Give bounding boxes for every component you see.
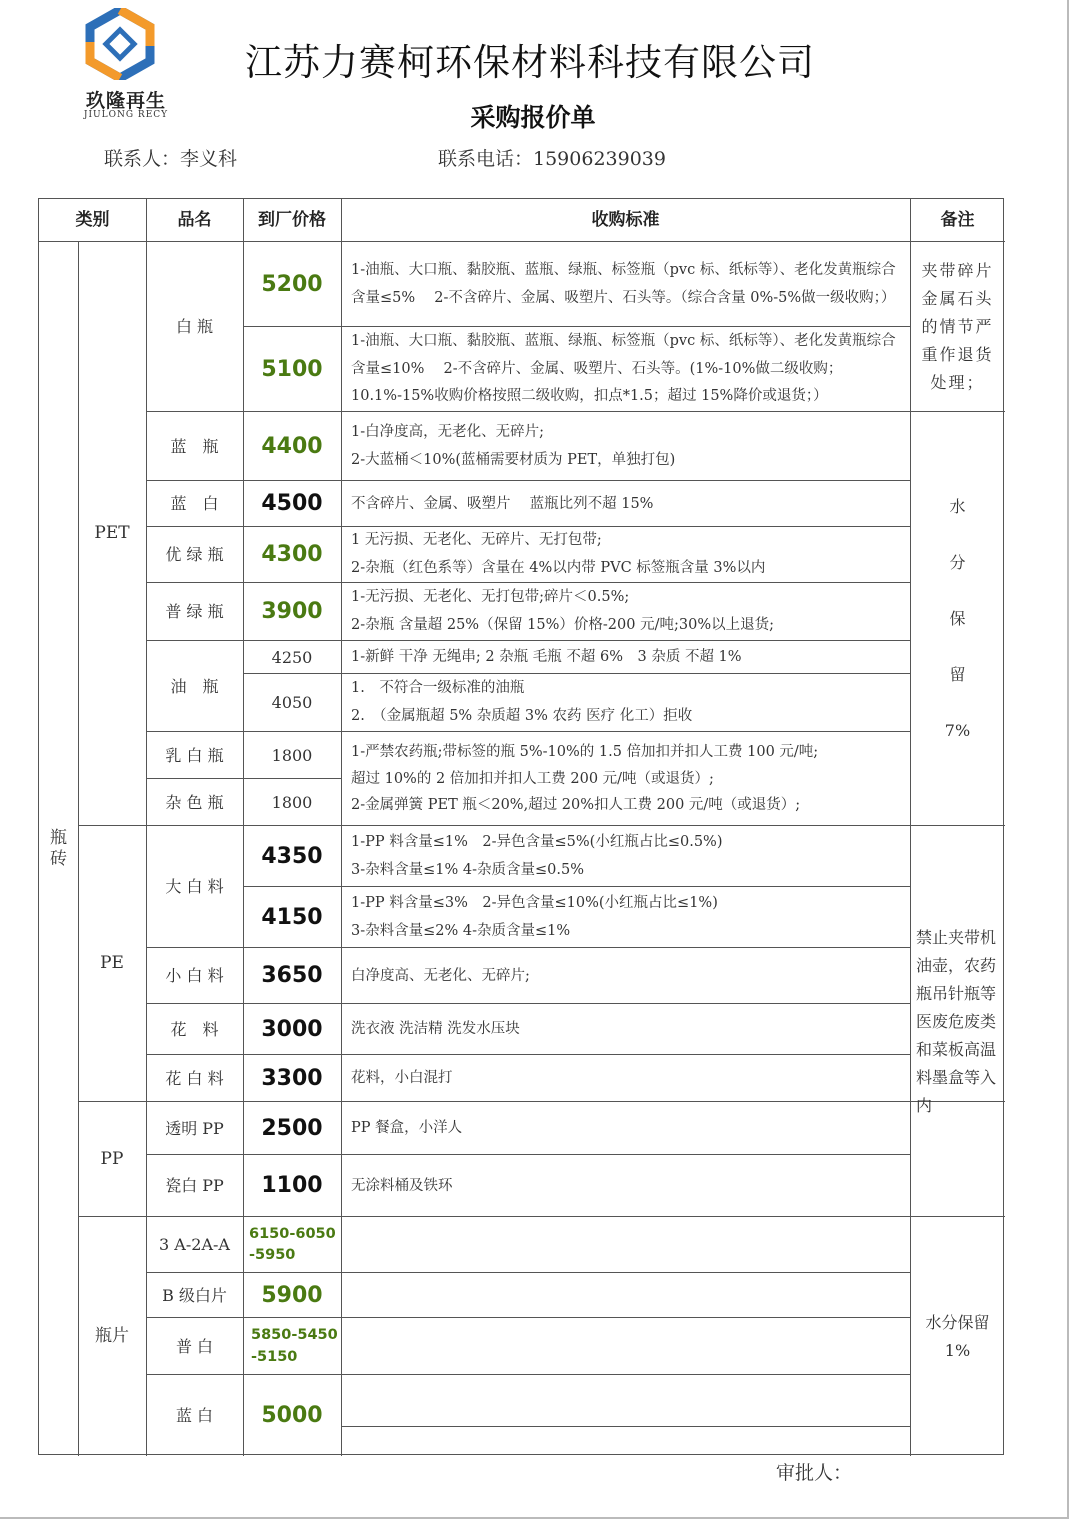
product-flake-blue: 蓝 白 (175, 1405, 214, 1425)
product-oil-bottle: 油 瓶 (170, 676, 219, 696)
product-blue-white: 蓝 白 (170, 494, 219, 513)
approver-label: 审批人： (776, 1462, 853, 1484)
standard-porcelain-pp: 无涂料桶及铁环 (351, 1177, 453, 1194)
company-name: 江苏力赛柯环保材料科技有限公司 (245, 41, 815, 84)
price-flake-blue: 5000 (261, 1402, 323, 1428)
price-blue-bottle: 4400 (261, 433, 323, 459)
price-small-white: 3650 (261, 963, 323, 989)
header-category: 类别 (75, 209, 110, 230)
product-porcelain-pp: 瓷白 PP (165, 1176, 224, 1195)
header-standard: 收购标准 (591, 209, 660, 230)
standard-white-bottle-1: 1-油瓶、大口瓶、黏胶瓶、蓝瓶、绿瓶、标签瓶（pvc 标、纸标等）、老化发黄瓶综合含量≤5% 2-不含碎片、金属、吸塑片、石头等。（综合含量 0%-5%做一级收购；） (351, 261, 896, 306)
standard-big-white-2: 1-PP 料含量≤3% 2-异色含量≤10%(小红瓶占比≤1%) 3-杂料含量≤2% 4-杂质含量≤1% (351, 894, 718, 939)
product-white-bottle: 白 瓶 (175, 317, 214, 336)
product-regular-green: 普 绿 瓶 (165, 602, 224, 621)
contact-person: 联系人：李义科 (104, 148, 238, 170)
price-white-bottle-2: 5100 (261, 356, 323, 382)
standard-flower: 洗衣液 洗洁精 洗发水压块 (351, 1021, 520, 1038)
price-flower-white: 3300 (261, 1065, 323, 1091)
company-logo-icon (84, 8, 156, 80)
standard-blue-bottle: 1-白净度高，无老化、无碎片; 2-大蓝桶＜10%(蓝桶需要材质为 PET，单独打包) (351, 423, 676, 468)
remark-water-char-3: 保 (949, 609, 966, 628)
price-premium-green: 4300 (261, 542, 323, 568)
price-table (38, 198, 1004, 1455)
product-big-white: 大 白 料 (165, 877, 224, 896)
standard-white-bottle-2: 1-油瓶、大口瓶、黏胶瓶、蓝瓶、绿瓶、标签瓶（pvc 标、纸标等）、老化发黄瓶综合含量≤10% 2-不含碎片、金属、吸塑片、石头等。(1%-10%做二级收购；10.1%-15%收购价格按照二级收购，扣点*1.5；超过 15%降价或退货；） (351, 333, 896, 405)
product-flower: 花 料 (170, 1019, 219, 1039)
product-mixed-color: 杂 色 瓶 (165, 792, 224, 812)
header-remarks: 备注 (940, 209, 975, 230)
price-mixed-color: 1800 (271, 792, 313, 812)
product-blue-bottle: 蓝 瓶 (170, 436, 219, 456)
product-premium-green: 优 绿 瓶 (165, 545, 224, 564)
price-oil-bottle-2: 4050 (271, 693, 313, 712)
product-flake-3a: 3 A-2A-A (159, 1235, 230, 1254)
remark-pet-white: 夹带碎片金属石头的情节严重作退货处理； (921, 261, 994, 392)
group-pet: PET (94, 523, 130, 544)
price-clear-pp: 2500 (261, 1115, 323, 1141)
price-flake-b: 5900 (261, 1282, 323, 1308)
standard-premium-green: 1 无污损、无老化、无碎片、无打包带; 2-杂瓶（红色系等）含量在 4%以内带 PVC 标签瓶含量 3%以内 (351, 532, 766, 576)
product-flake-b: B 级白片 (162, 1285, 227, 1305)
contact-phone: 联系电话：15906239039 (438, 148, 666, 170)
price-blue-white: 4500 (261, 491, 323, 517)
standard-small-white: 白净度高、无老化、无碎片; (351, 967, 530, 984)
price-flake-3a: 6150-6050 -5950 (249, 1225, 336, 1263)
remark-flakes: 水分保留 1% (925, 1312, 990, 1360)
standard-regular-green: 1-无污损、无老化、无打包带;碎片＜0.5%; 2-杂瓶 含量超 25%（保留 15%）价格-200 元/吨;30%以上退货; (351, 589, 774, 633)
group-flakes: 瓶片 (95, 1325, 129, 1346)
product-milk-white: 乳 白 瓶 (165, 745, 224, 765)
standard-big-white-1: 1-PP 料含量≤1% 2-异色含量≤5%(小红瓶占比≤0.5%) 3-杂料含量≤1% 4-杂质含量≤0.5% (351, 833, 723, 878)
document-title: 采购报价单 (470, 103, 596, 132)
brand-name: 玖隆再生 (85, 90, 166, 112)
header-product: 品名 (177, 209, 212, 230)
standard-oil-bottle-1: 1-新鲜 干净 无绳串; 2 杂瓶 毛瓶 不超 6% 3 杂质 不超 1% (351, 649, 742, 666)
price-regular-green: 3900 (261, 599, 323, 625)
remark-water-char-4: 留 (949, 665, 966, 684)
price-flake-common: 5850-5450 -5150 (251, 1327, 338, 1365)
remark-pe-pp: 禁止夹带机油壶，农药瓶吊针瓶等医废危废类和菜板高温料墨盒等入内 (916, 927, 997, 1115)
product-flower-white: 花 白 料 (165, 1068, 224, 1088)
header-price: 到厂价格 (258, 209, 326, 230)
remark-water-char-1: 水 (949, 497, 966, 516)
price-milk-white: 1800 (271, 745, 313, 765)
brand-subtitle: JIULONG RECY (83, 110, 169, 120)
standard-flower-white: 花料，小白混打 (351, 1070, 453, 1087)
remark-pet-water (910, 412, 1005, 826)
product-flake-common: 普 白 (175, 1336, 214, 1356)
price-flower: 3000 (261, 1016, 323, 1042)
price-porcelain-pp: 1100 (261, 1173, 323, 1199)
group-pe: PE (100, 953, 124, 974)
group-pp: PP (100, 1148, 124, 1169)
price-white-bottle-1: 5200 (261, 271, 323, 297)
price-big-white-2: 4150 (261, 904, 323, 930)
standard-clear-pp: PP 餐盒，小洋人 (351, 1120, 463, 1137)
standard-blue-white: 不含碎片、金属、吸塑片 蓝瓶比列不超 15% (351, 495, 654, 512)
price-big-white-1: 4350 (261, 843, 323, 869)
standard-oil-bottle-2: 1. 不符合一级标准的油瓶 2. （金属瓶超 5% 杂质超 3% 农药 医疗 化工）拒收 (351, 680, 693, 724)
category-bottle-brick: 瓶 砖 (50, 827, 67, 869)
remark-water-char-2: 分 (949, 553, 966, 572)
product-small-white: 小 白 料 (165, 966, 224, 985)
standard-milk-mixed: 1-严禁农药瓶;带标签的瓶 5%-10%的 1.5 倍加扣并扣人工费 100 元/吨; 超过 10%的 2 倍加扣并扣人工费 200 元/吨（或退货）; 2-金属弹簧 PET 瓶＜20%,超过 20%扣人工费 200 元/吨（或退货）; (351, 743, 819, 814)
product-clear-pp: 透明 PP (165, 1118, 224, 1138)
remark-water-char-5: 7% (944, 721, 971, 740)
price-oil-bottle-1: 4250 (271, 647, 313, 667)
